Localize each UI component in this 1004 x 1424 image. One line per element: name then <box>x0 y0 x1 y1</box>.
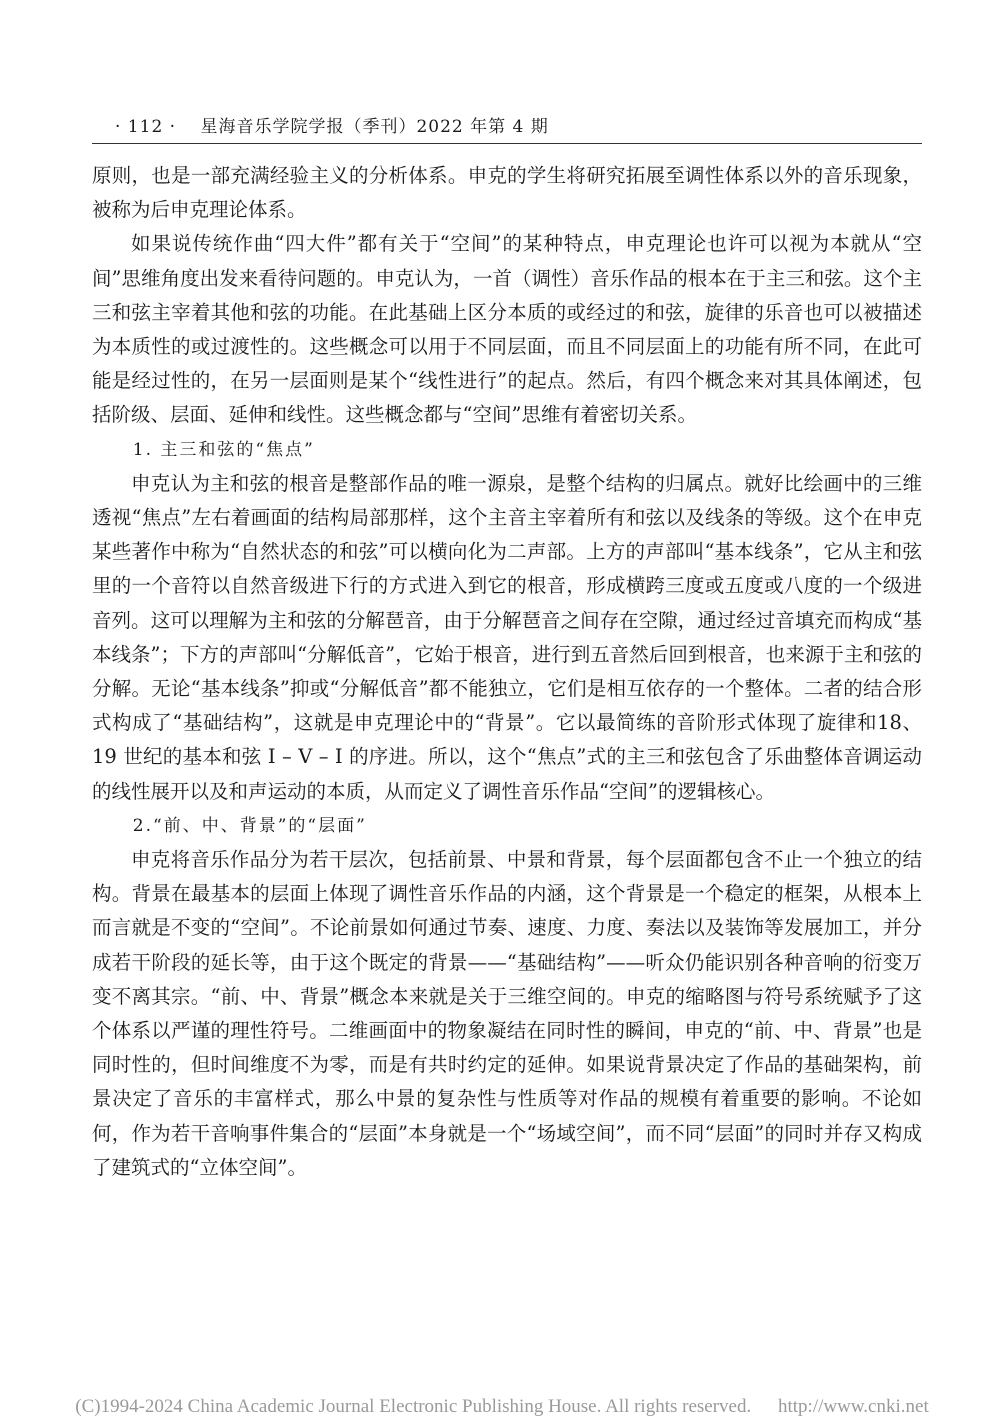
paragraph: 如果说传统作曲“四大件”都有关于“空间”的某种特点，申克理论也许可以视为本就从“空间”思维角度出发来看待问题的。申克认为，一首（调性）音乐作品的根本在于主三和弦。这个主三和弦主宰着其他和弦的功能。在此基础上区分本质的或经过的和弦，旋律的乐音也可以被描述为本质性的或过渡性的。这些概念可以用于不同层面，而且不同层面上的功能有所不同，在此可能是经过性的，在另一层面则是某个“线性进行”的起点。然后，有四个概念来对其具体阐述，包括阶级、层面、延伸和线性。这些概念都与“空间”思维有着密切关系。 <box>92 232 922 427</box>
article-body <box>92 159 922 1185</box>
page-number: · 112 · <box>115 117 177 137</box>
paragraph: 申克认为主和弦的根音是整部作品的唯一源泉，是整个结构的归属点。就好比绘画中的三维透视“焦点”左右着画面的结构局部那样，这个主音主宰着所有和弦以及线条的等级。这个在申克某些著作中称为“自然状态的和弦”可以横向化为二声部。上方的声部叫“基本线条”，它从主和弦里的一个音符以自然音级进下行的方式进入到它的根音，形成横跨三度或五度或八度的一个级进音列。这可以理解为主和弦的分解琶音，由于分解琶音之间存在空隙，通过经过音填充而构成“基本线条”；下方的声部叫“分解低音”，它始于根音，进行到五音然后回到根音，也来源于主和弦的分解。无论“基本线条”抑或“分解低音”都不能独立，它们是相互依存的一个整体。二者的结合形式构成了“基础结构”，这就是申克理论中的“背景”。它以最简练的音阶形式体现了旋律和18、19 世纪的基本和弦 I – V – I 的序进。所以，这个“焦点”式的主三和弦包含了乐曲整体音调运动的线性展开以及和声运动的本质，从而定义了调性音乐作品“空间”的逻辑核心。 <box>92 471 922 803</box>
header-rule <box>92 143 922 144</box>
section-heading: 1. 主三和弦的“焦点” <box>132 439 315 460</box>
section-heading: 2.“前、中、背景”的“层面” <box>132 815 367 836</box>
copyright-footer <box>0 1396 1004 1418</box>
footer-url: http://www.cnki.net <box>777 1396 929 1417</box>
paragraph: 原则，也是一部充满经验主义的分析体系。申克的学生将研究拓展至调性体系以外的音乐现象，被称为后申克理论体系。 <box>92 164 922 222</box>
running-header <box>115 112 567 137</box>
journal-title: 星海音乐学院学报（季刊）2022 年第 4 期 <box>200 117 549 137</box>
paragraph: 申克将音乐作品分为若干层次，包括前景、中景和背景，每个层面都包含不止一个独立的结构。背景在最基本的层面上体现了调性音乐作品的内涵，这个背景是一个稳定的框架，从根本上而言就是不变的“空间”。不论前景如何通过节奏、速度、力度、奏法以及装饰等发展加工，并分成若干阶段的延长等，由于这个既定的背景——“基础结构”——听众仍能识别各种音响的衍变万变不离其宗。“前、中、背景”概念本来就是关于三维空间的。申克的缩略图与符号系统赋予了这个体系以严谨的理性符号。二维画面中的物象凝结在同时性的瞬间，申克的“前、中、背景”也是同时性的，但时间维度不为零，而是有共时约定的延伸。如果说背景决定了作品的基础架构，前景决定了音乐的丰富样式，那么中景的复杂性与性质等对作品的规模有着重要的影响。不论如何，作为若干音响事件集合的“层面”本身就是一个“场域空间”，而不同“层面”的同时并存又构成了建筑式的“立体空间”。 <box>92 848 922 1179</box>
copyright-text: (C)1994-2024 China Academic Journal Electronic Publishing House. All rights reserved. <box>75 1396 752 1417</box>
